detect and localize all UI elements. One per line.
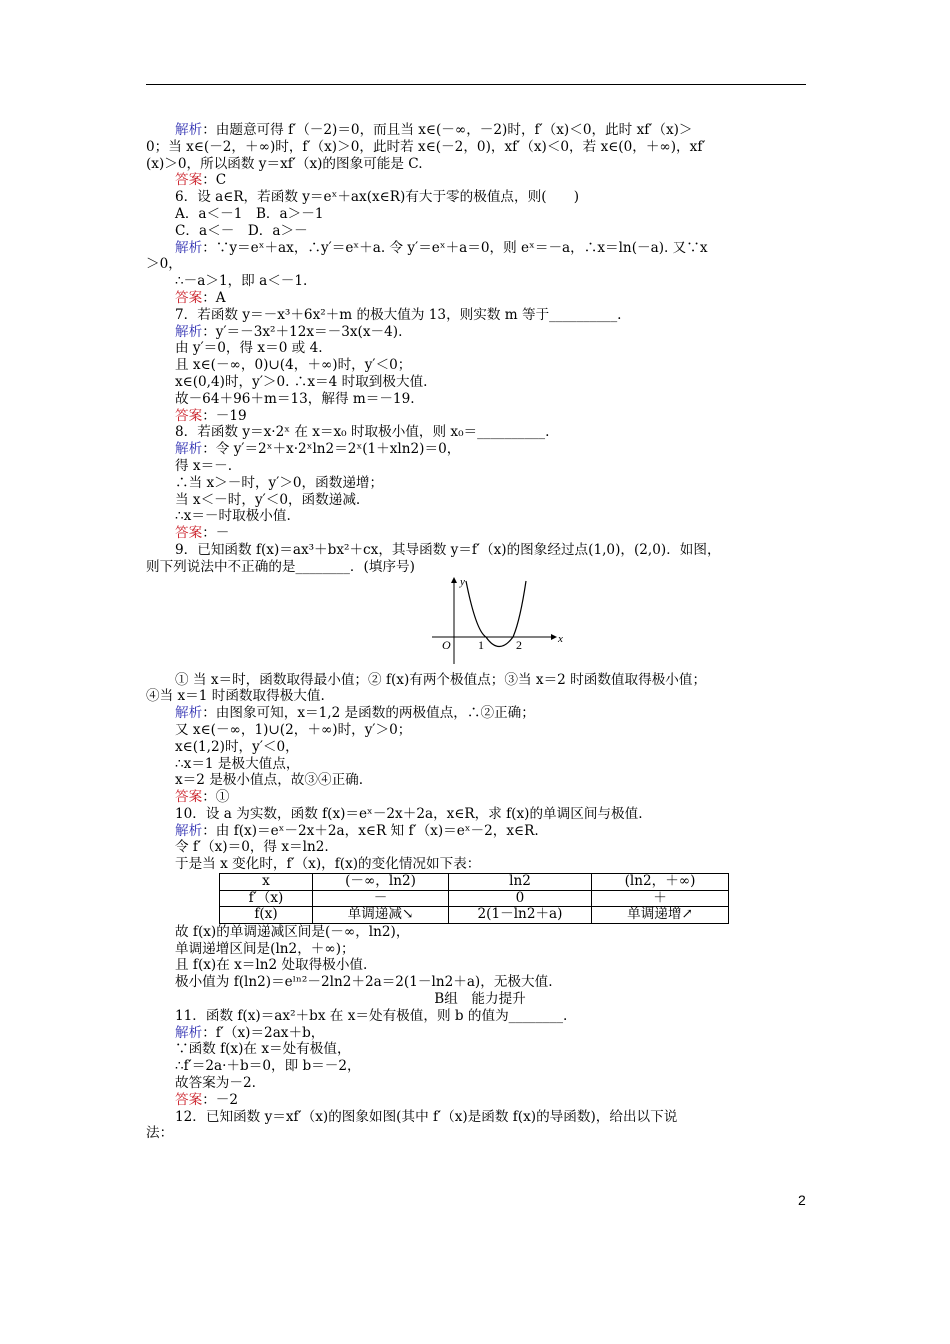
header-rule	[146, 84, 806, 85]
graph-svg	[428, 576, 568, 668]
text-line	[146, 492, 814, 509]
analysis-label: 解析	[175, 441, 203, 458]
text-line	[146, 688, 814, 705]
line-text: 单调递增区间是(ln2，＋∞)；	[175, 940, 355, 957]
analysis-label: 解析	[175, 705, 203, 722]
text-line	[146, 374, 814, 391]
text-line	[146, 542, 814, 559]
line-text: ∴f′＝2a·＋b＝0，即 b＝－2，	[175, 1058, 361, 1075]
text-line	[146, 139, 814, 156]
text-line	[146, 256, 814, 273]
text-line	[146, 856, 814, 873]
table-cell: (－∞，ln2)	[313, 874, 449, 891]
text-line	[146, 391, 814, 408]
text-line	[146, 772, 814, 789]
answer-label: 答案	[175, 289, 203, 306]
text-line	[146, 1041, 814, 1058]
line-text: 又 x∈(－∞，1)∪(2，＋∞)时，y′＞0；	[175, 721, 412, 738]
line-text: ：由图象可知，x＝1,2 是函数的两极值点，∴②正确；	[202, 705, 535, 722]
line-text: ＞0，	[146, 256, 182, 273]
analysis-label: 解析	[175, 822, 203, 839]
line-text: x∈(1,2)时，y′＜0，	[175, 738, 299, 755]
text-line	[146, 206, 814, 223]
line-text: ：令 y′＝2ˣ＋x·2ˣln2＝2ˣ(1＋xln2)＝0，	[202, 441, 461, 458]
line-text: 故答案为－2.	[175, 1075, 256, 1092]
text-line	[146, 705, 814, 722]
text-line	[146, 789, 814, 806]
derivative-graph	[146, 576, 814, 672]
text-line	[146, 1025, 814, 1042]
text-line	[146, 273, 814, 290]
tick-label-2: 2	[516, 637, 522, 652]
line-text: 6．设 a∈R，若函数 y＝eˣ＋ax(x∈R)有大于零的极值点，则( )	[175, 189, 580, 206]
analysis-label: 解析	[175, 239, 203, 256]
line-text: 11．函数 f(x)＝ax²＋bx 在 x＝处有极值，则 b 的值为________.	[175, 1007, 568, 1024]
text-line	[146, 756, 814, 773]
text-line	[146, 290, 814, 307]
answer-label: 答案	[175, 525, 203, 542]
line-text: A．a＜－1 B．a＞－1	[175, 205, 324, 222]
text-line	[146, 408, 814, 425]
answer-label: 答案	[175, 172, 203, 189]
line-text: ① 当 x＝时，函数取得最小值；② f(x)有两个极值点；③当 x＝2 时函数值取得极小值；	[175, 671, 707, 688]
text-block-2	[146, 672, 814, 874]
line-text: 9．已知函数 f(x)＝ax³＋bx²＋cx，其导函数 y＝f′（x)的图象经过点(1,0)，(2,0)．如图，	[175, 541, 721, 558]
line-text: ：C	[202, 172, 227, 189]
table-cell: (ln2，＋∞)	[592, 874, 729, 891]
line-text: ：f′（x)＝2ax＋b，	[202, 1024, 325, 1041]
line-text: ：①	[202, 789, 230, 806]
text-line	[146, 189, 814, 206]
text-line	[146, 172, 814, 189]
text-line	[146, 957, 814, 974]
table-cell: f′（x)	[220, 890, 313, 907]
variation-table	[219, 873, 729, 924]
line-text: 极小值为 f(ln2)＝eˡⁿ²－2ln2＋2a＝2(1－ln2＋a)，无极大值.	[175, 974, 553, 991]
text-line	[146, 1109, 814, 1126]
table-cell: 单调递增↗	[592, 907, 729, 924]
line-text: 得 x＝－.	[175, 457, 233, 474]
text-line	[146, 458, 814, 475]
text-line	[146, 508, 814, 525]
text-block-1	[146, 122, 814, 576]
line-text: 法：	[146, 1125, 174, 1142]
text-line	[146, 324, 814, 341]
text-line	[146, 672, 814, 689]
text-line	[146, 941, 814, 958]
x-axis-label: x	[558, 632, 563, 645]
text-line	[146, 441, 814, 458]
line-text: ：由题意可得 f′（－2)＝0，而且当 x∈(－∞，－2)时，f′（x)＜0，此时 xf′（x)＞	[202, 122, 693, 138]
table-cell: ＋	[592, 890, 729, 907]
text-line	[146, 1058, 814, 1075]
answer-label: 答案	[175, 407, 203, 424]
text-line	[146, 307, 814, 324]
line-text: ∴x＝－时取极小值.	[175, 508, 291, 525]
analysis-label: 解析	[175, 1024, 203, 1041]
line-text: ∴x＝1 是极大值点，	[175, 755, 300, 772]
text-line	[146, 924, 814, 941]
page-number: 2	[798, 1192, 806, 1208]
line-text: ∴当 x＞－时，y′＞0，函数递增；	[175, 474, 384, 491]
table-cell: －	[313, 890, 449, 907]
text-line	[146, 424, 814, 441]
line-text: 8．若函数 y＝x·2ˣ 在 x＝x₀ 时取极小值，则 x₀＝__________.	[175, 424, 550, 441]
text-line	[146, 839, 814, 856]
line-text: ∴－a＞1，即 a＜－1.	[175, 273, 308, 290]
text-line	[146, 357, 814, 374]
text-line	[146, 1125, 814, 1142]
answer-label: 答案	[175, 789, 203, 806]
analysis-label: 解析	[175, 323, 203, 340]
line-text: ：－	[202, 525, 230, 542]
text-line	[146, 1075, 814, 1092]
table-cell: 0	[449, 890, 592, 907]
table-cell: 2(1－ln2＋a)	[449, 907, 592, 924]
line-text: 故－64＋96＋m＝13，解得 m＝－19.	[175, 390, 415, 407]
line-text: 7．若函数 y＝－x³＋6x²＋m 的极大值为 13，则实数 m 等于__________.	[175, 306, 622, 323]
table-row	[220, 907, 729, 924]
table-cell: ln2	[449, 874, 592, 891]
text-line	[146, 1092, 814, 1109]
text-line	[146, 823, 814, 840]
line-text: 0；当 x∈(－2，＋∞)时，f′（x)＞0，此时若 x∈(－2，0)，xf′（x)＜0，若 x∈(0，＋∞)，xf′	[146, 138, 706, 155]
line-text: ∵函数 f(x)在 x＝处有极值，	[175, 1041, 351, 1058]
line-text: ：A	[202, 289, 226, 306]
text-block-3	[146, 924, 814, 1142]
table-cell: f(x)	[220, 907, 313, 924]
line-text: ：y′＝－3x²＋12x＝－3x(x－4).	[202, 323, 403, 340]
line-text: x∈(0,4)时，y′＞0. ∴x＝4 时取到极大值.	[175, 373, 428, 390]
text-line	[146, 991, 814, 1008]
line-text: 由 y′＝0，得 x＝0 或 4.	[175, 340, 323, 357]
text-line	[146, 240, 814, 257]
text-line	[146, 722, 814, 739]
line-text: 令 f′（x)＝0，得 x＝ln2.	[175, 839, 329, 856]
line-text: ④当 x＝1 时函数取得极大值.	[146, 688, 325, 705]
table-row	[220, 874, 729, 891]
line-text: 当 x＜－时，y′＜0，函数递减.	[175, 491, 361, 508]
text-line	[146, 156, 814, 173]
line-text: 12．已知函数 y＝xf′（x)的图象如图(其中 f′（x)是函数 f(x)的导函数)，给出以下说	[175, 1108, 678, 1125]
table-cell: x	[220, 874, 313, 891]
text-line	[146, 340, 814, 357]
line-text: 故 f(x)的单调递减区间是(－∞，ln2)，	[175, 923, 410, 940]
tick-label-1: 1	[478, 637, 484, 652]
line-text: 10．设 a 为实数，函数 f(x)＝eˣ－2x＋2a，x∈R，求 f(x)的单调区间与极值.	[175, 805, 643, 822]
line-text: 则下列说法中不正确的是________．(填序号)	[146, 558, 415, 575]
text-line	[146, 223, 814, 240]
line-text: C．a＜－ D．a＞－	[175, 222, 308, 239]
line-text: (x)＞0，所以函数 y＝xf′（x)的图象可能是 C.	[146, 155, 423, 172]
line-text: x＝2 是极小值点，故③④正确.	[175, 772, 364, 789]
text-line	[146, 1008, 814, 1025]
text-line	[146, 559, 814, 576]
line-text: 且 x∈(－∞，0)∪(4，＋∞)时，y′＜0；	[175, 357, 412, 374]
text-line	[146, 475, 814, 492]
origin-label: O	[442, 637, 451, 652]
line-text: ：∵y＝eˣ＋ax，∴y′＝eˣ＋a. 令 y′＝eˣ＋a＝0，则 eˣ＝－a，∴x＝ln(－a). 又∵x	[202, 239, 708, 256]
line-text: ：－2	[202, 1091, 239, 1108]
document-body	[146, 122, 814, 1142]
y-axis-label: y	[460, 575, 465, 588]
analysis-label: 解析	[175, 122, 203, 138]
line-text: B组 能力提升	[434, 991, 526, 1008]
line-text: 于是当 x 变化时，f′（x)，f(x)的变化情况如下表：	[175, 856, 481, 873]
line-text: ：由 f(x)＝eˣ－2x＋2a，x∈R 知 f′（x)＝eˣ－2，x∈R.	[202, 822, 539, 839]
text-line	[146, 739, 814, 756]
line-text: 且 f(x)在 x＝ln2 处取得极小值.	[175, 957, 368, 974]
table-cell: 单调递减↘	[313, 907, 449, 924]
answer-label: 答案	[175, 1091, 203, 1108]
text-line	[146, 122, 814, 139]
text-line	[146, 525, 814, 542]
table-row	[220, 890, 729, 907]
text-line	[146, 974, 814, 991]
text-line	[146, 806, 814, 823]
line-text: ：－19	[202, 407, 247, 424]
